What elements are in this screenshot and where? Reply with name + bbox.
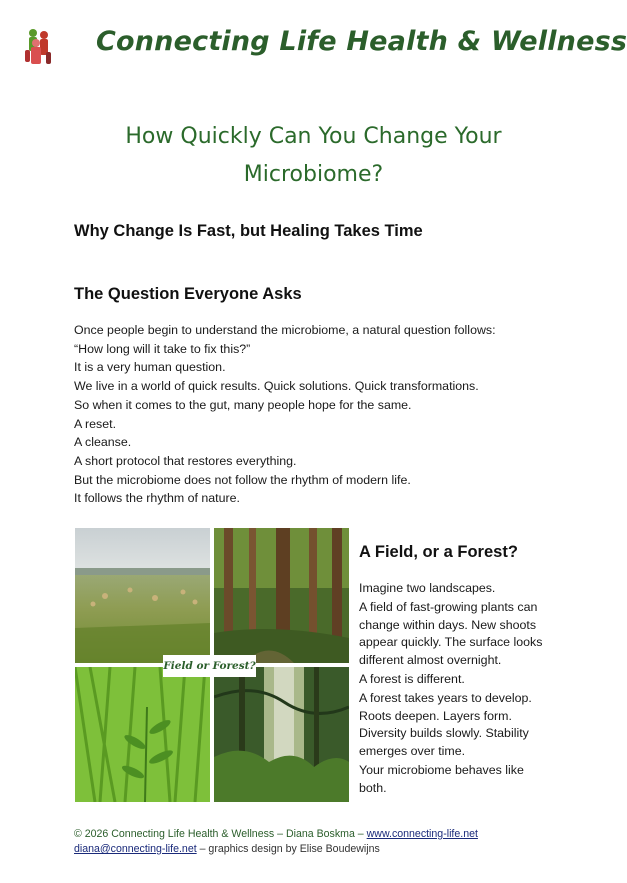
footer-line-1 bbox=[74, 827, 594, 842]
website-link[interactable]: www.connecting-life.net bbox=[366, 828, 478, 840]
dense-forest-photo bbox=[214, 667, 349, 802]
body-line: We live in a world of quick results. Quick solutions. Quick transformations. bbox=[74, 379, 479, 394]
body-line: A cleanse. bbox=[74, 435, 132, 450]
body-paragraph: Your microbiome behaves like both. bbox=[359, 762, 524, 795]
article-subtitle: Why Change Is Fast, but Healing Takes Time bbox=[74, 222, 423, 240]
section-body-field-forest bbox=[359, 580, 554, 799]
article-title-line-2: Microbiome? bbox=[243, 162, 384, 187]
email-link[interactable]: diana@connecting-life.net bbox=[74, 843, 197, 855]
body-line: Once people begin to understand the microbiome, a natural question follows: bbox=[74, 323, 496, 337]
body-line: A reset. bbox=[74, 416, 117, 431]
site-title: Connecting Life Health & Wellness bbox=[96, 26, 627, 57]
copyright-text: © 2026 Connecting Life Health & Wellness – Diana Boskma – bbox=[74, 828, 367, 840]
body-line: “How long will it take to fix this?” bbox=[74, 341, 251, 356]
footer-line-2 bbox=[74, 842, 594, 857]
article-title bbox=[0, 118, 627, 194]
body-line: A short protocol that restores everything. bbox=[74, 453, 297, 468]
credit-text: – graphics design by Elise Boudewijns bbox=[196, 843, 380, 855]
body-line: It follows the rhythm of nature. bbox=[74, 491, 240, 506]
people-figures-logo-icon bbox=[20, 26, 56, 66]
body-line: It is a very human question. bbox=[74, 360, 226, 375]
section-heading-field-forest: A Field, or a Forest? bbox=[359, 543, 518, 561]
field-hay-bales-photo bbox=[75, 528, 210, 663]
image-caption: Field or Forest? bbox=[163, 655, 256, 677]
body-line: So when it comes to the gut, many people hope for the same. bbox=[74, 397, 412, 412]
body-paragraph: A field of fast-growing plants can change within days. New shoots appear quickly. The surface looks different almost overnight. bbox=[359, 599, 543, 668]
section-heading-question: The Question Everyone Asks bbox=[74, 285, 302, 303]
body-line: But the microbiome does not follow the rhythm of modern life. bbox=[74, 472, 411, 487]
grass-seedling-photo bbox=[75, 667, 210, 802]
body-paragraph: A forest takes years to develop. Roots deepen. Layers form. Diversity builds slowly. Stability emerges over time. bbox=[359, 690, 532, 759]
page-footer bbox=[74, 827, 594, 857]
body-paragraph: A forest is different. bbox=[359, 671, 465, 686]
section-body-question bbox=[74, 321, 554, 508]
forest-trees-photo bbox=[214, 528, 349, 663]
page-header bbox=[0, 20, 627, 70]
article-title-line-1: How Quickly Can You Change Your bbox=[125, 124, 502, 149]
body-paragraph: Imagine two landscapes. bbox=[359, 581, 496, 595]
